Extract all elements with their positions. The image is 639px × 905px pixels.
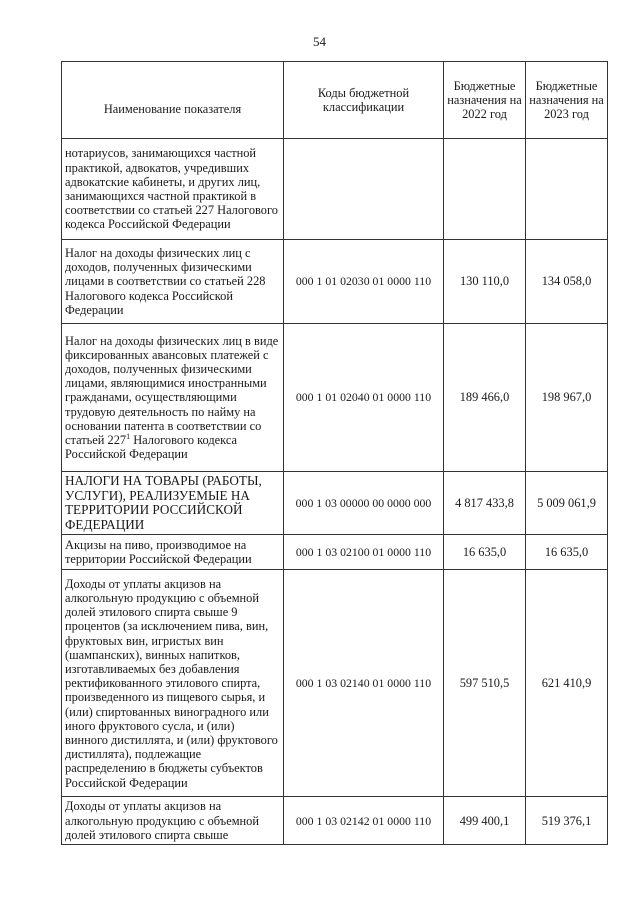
row-name: Доходы от уплаты акцизов на алкогольную продукцию с объемной долей этилового спирта свыше — [62, 797, 284, 845]
row-value-2023: 16 635,0 — [526, 535, 608, 570]
row-value-2022: 16 635,0 — [444, 535, 526, 570]
row-code: 000 1 01 02040 01 0000 110 — [284, 324, 444, 472]
row-code: 000 1 03 02142 01 0000 110 — [284, 797, 444, 845]
table-row — [62, 570, 608, 797]
superscript-mark: 1 — [126, 431, 131, 441]
row-value-2022: 4 817 433,8 — [444, 472, 526, 535]
row-value-2022 — [444, 139, 526, 240]
table-row — [62, 324, 608, 472]
row-value-2023 — [526, 139, 608, 240]
table-row — [62, 797, 608, 845]
row-code — [284, 139, 444, 240]
table-header-row — [62, 62, 608, 139]
row-value-2022: 597 510,5 — [444, 570, 526, 797]
table-row — [62, 240, 608, 324]
row-code: 000 1 03 02100 01 0000 110 — [284, 535, 444, 570]
row-value-2023: 519 376,1 — [526, 797, 608, 845]
row-code: 000 1 01 02030 01 0000 110 — [284, 240, 444, 324]
row-value-2023: 198 967,0 — [526, 324, 608, 472]
table-row — [62, 535, 608, 570]
header-code: Коды бюджетной классификации — [284, 62, 444, 139]
budget-table — [61, 61, 608, 845]
row-value-2023: 5 009 061,9 — [526, 472, 608, 535]
header-2023: Бюджетные назначения на 2023 год — [526, 62, 608, 139]
row-name — [62, 324, 284, 472]
header-name: Наименование показателя — [62, 62, 284, 139]
header-2022: Бюджетные назначения на 2022 год — [444, 62, 526, 139]
row-name-text: Налог на доходы физических лиц в виде фиксированных авансовых платежей с доходов, полученных физическими лицами, являющимися иностранными гражданами, осуществляющими трудовую деятельность по найму на основании патента в соответствии со статьей 227 — [65, 333, 279, 447]
table-row — [62, 139, 608, 240]
row-name: Доходы от уплаты акцизов на алкогольную продукцию с объемной долей этилового спирта свыше 9 процентов (за исключением пива, вин, фруктовых вин, игристых вин (шампанских), винных напитков, изготавливаемых без добавления ректификованного этилового спирта, произведенного из пищевого сырья, и (или) спиртованных виноградного или иного фруктового сусла, и (или) винного дистиллята, и (или) фруктового дистиллята), подлежащие распределению в бюджеты субъектов Российской Федерации — [62, 570, 284, 797]
row-name-text-cont: Налогового кодекса Российской Федерации — [65, 433, 238, 462]
table-row — [62, 472, 608, 535]
row-value-2022: 189 466,0 — [444, 324, 526, 472]
row-name: Налог на доходы физических лиц с доходов, полученных физическими лицами в соответствии со статьей 228 Налогового кодекса Российской Федерации — [62, 240, 284, 324]
row-value-2022: 499 400,1 — [444, 797, 526, 845]
row-value-2022: 130 110,0 — [444, 240, 526, 324]
row-name: НАЛОГИ НА ТОВАРЫ (РАБОТЫ, УСЛУГИ), РЕАЛИЗУЕМЫЕ НА ТЕРРИТОРИИ РОССИЙСКОЙ ФЕДЕРАЦИИ — [62, 472, 284, 535]
row-value-2023: 621 410,9 — [526, 570, 608, 797]
page-number: 54 — [313, 34, 326, 49]
row-code: 000 1 03 00000 00 0000 000 — [284, 472, 444, 535]
row-name: нотариусов, занимающихся частной практикой, адвокатов, учредивших адвокатские кабинеты, и других лиц, занимающихся частной практикой в соответствии со статьей 227 Налогового кодекса Российской Федерации — [62, 139, 284, 240]
row-value-2023: 134 058,0 — [526, 240, 608, 324]
row-name: Акцизы на пиво, производимое на территории Российской Федерации — [62, 535, 284, 570]
row-code: 000 1 03 02140 01 0000 110 — [284, 570, 444, 797]
